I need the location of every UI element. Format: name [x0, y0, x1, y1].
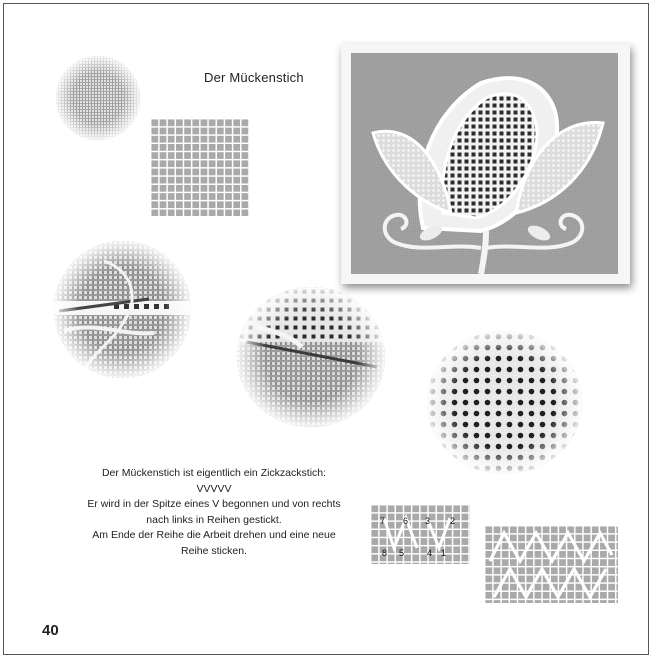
description-line-4: nach links in Reihen gestickt.: [146, 513, 282, 526]
diagram-number-top-1: 7: [380, 516, 386, 526]
page-number: 40: [42, 622, 59, 639]
embroidery-photo-frame: [341, 44, 630, 284]
grid-pattern-square: [150, 118, 249, 216]
page-title: Der Mückenstich: [204, 70, 304, 85]
diagram-number-top-2: 6: [403, 516, 409, 526]
stitch-step-circle-2: [237, 287, 385, 427]
diagram-number-bottom-3: 4: [427, 548, 433, 558]
stitch-description: [64, 466, 364, 559]
book-page: [3, 3, 649, 655]
finished-stitch-image: [427, 331, 582, 474]
description-line-6: Reihe sticken.: [181, 544, 247, 557]
numbered-stitch-diagram: [370, 504, 470, 564]
stitch-result-circle: [427, 331, 582, 474]
embroidery-photo: [351, 53, 618, 274]
diagram-number-top-3: 3: [425, 516, 431, 526]
fabric-closeup-circle: [56, 56, 140, 140]
description-line-3: Er wird in der Spitze eines V begonnen und von rechts: [87, 498, 341, 510]
diagram-number-bottom-4: 1: [441, 548, 447, 558]
stitch-step-circle-1: [54, 241, 191, 378]
fabric-texture-image: [56, 56, 140, 140]
diagram-number-top-4: 2: [450, 516, 456, 526]
zigzag-stitch-diagram: [484, 525, 618, 603]
diagram-lines: [370, 504, 470, 564]
needle-stitch-image-2: [237, 287, 385, 427]
zigzag-lines: [484, 525, 618, 603]
diagram-number-bottom-1: 8: [382, 548, 388, 558]
description-line-1: Der Mückenstich ist eigentlich ein Zickzackstich:: [101, 467, 327, 479]
needle-stitch-image-1: [54, 241, 191, 378]
description-line-2: VVVVV: [196, 482, 232, 495]
diagram-number-bottom-2: 5: [399, 548, 405, 558]
description-line-5: Am Ende der Reihe die Arbeit drehen und eine neue: [92, 529, 336, 541]
flower-embroidery-image: [351, 53, 618, 274]
